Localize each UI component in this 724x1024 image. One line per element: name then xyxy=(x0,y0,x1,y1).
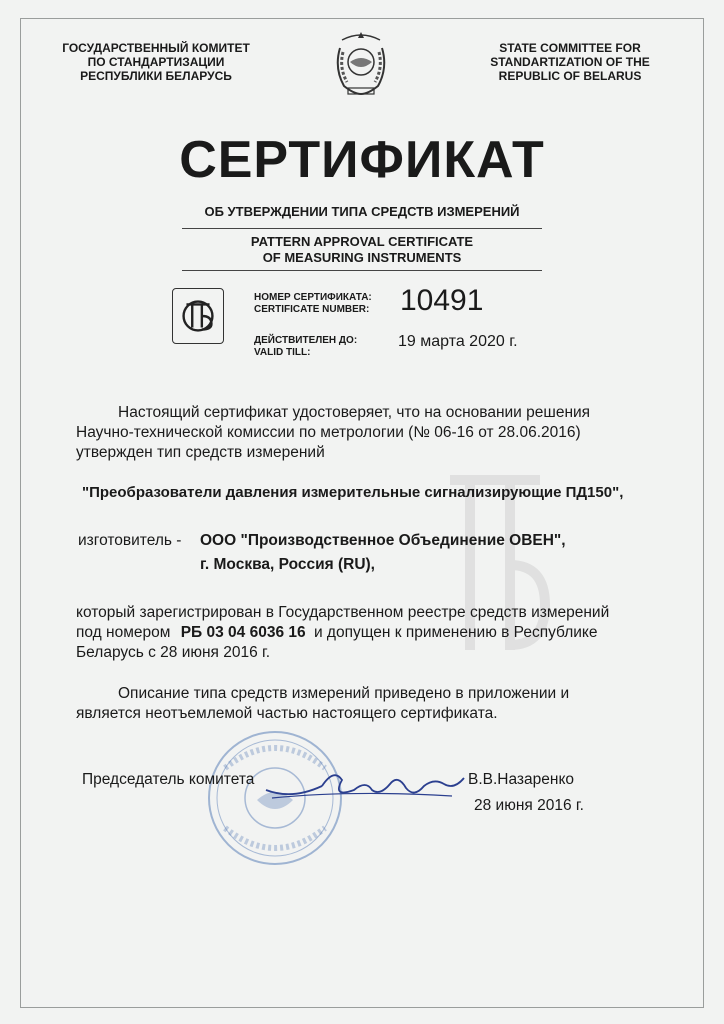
manufacturer-location: г. Москва, Россия (RU), xyxy=(200,556,375,573)
header-en-line: STATE COMMITTEE FOR xyxy=(499,41,641,55)
number-label xyxy=(254,292,372,316)
subtitle-en xyxy=(0,234,724,266)
chairman-name: В.В.Назаренко xyxy=(468,771,575,788)
manufacturer-label: изготовитель - xyxy=(78,532,182,549)
header-en xyxy=(454,41,686,83)
subtitle-ru: ОБ УТВЕРЖДЕНИИ ТИПА СРЕДСТВ ИЗМЕРЕНИЙ xyxy=(204,204,520,219)
header-ru-line: РЕСПУБЛИКИ БЕЛАРУСЬ xyxy=(80,69,232,83)
gosstandart-logo-icon xyxy=(172,288,224,344)
manufacturer-name: ООО "Производственное Объединение ОВЕН", xyxy=(200,532,566,549)
registry-number: РБ 03 04 6036 16 xyxy=(180,624,306,641)
divider xyxy=(182,270,542,271)
certificate-number: 10491 xyxy=(400,284,484,317)
description-line: является неотъемлемой частью настоящего сертификата. xyxy=(76,705,498,722)
header-en-line: REPUBLIC OF BELARUS xyxy=(498,69,642,83)
valid-till-date: 19 марта 2020 г. xyxy=(398,333,518,350)
belarus-coat-of-arms-icon xyxy=(330,28,392,98)
header-ru-line: ПО СТАНДАРТИЗАЦИИ xyxy=(87,55,225,69)
intro-line: Научно-технической комиссии по метрологии (№ 06-16 от 28.06.2016) xyxy=(76,424,581,441)
header-ru xyxy=(40,41,272,83)
description-line: Описание типа средств измерений приведено в приложении и xyxy=(118,685,570,702)
valid-label-en: VALID TILL: xyxy=(254,347,311,358)
valid-label-ru: ДЕЙСТВИТЕЛЕН ДО: xyxy=(254,335,358,346)
number-label-en: CERTIFICATE NUMBER: xyxy=(254,304,370,315)
header-ru-line: ГОСУДАРСТВЕННЫЙ КОМИТЕТ xyxy=(62,41,250,55)
valid-label xyxy=(254,335,357,359)
registry-line xyxy=(76,623,598,643)
certificate-title: СЕРТИФИКАТ xyxy=(179,131,545,189)
sign-date: 28 июня 2016 г. xyxy=(474,797,584,814)
registry-text: под номером xyxy=(76,624,171,641)
number-label-ru: НОМЕР СЕРТИФИКАТА: xyxy=(254,292,372,303)
subtitle-en-line: PATTERN APPROVAL CERTIFICATE xyxy=(250,234,474,249)
registry-line: который зарегистрирован в Государственном реестре средств измерений xyxy=(76,604,610,621)
intro-line: Настоящий сертификат удостоверяет, что на основании решения xyxy=(118,404,591,421)
chairman-title: Председатель комитета xyxy=(82,771,255,788)
chairman-signature xyxy=(262,760,467,808)
intro-line: утвержден тип средств измерений xyxy=(76,444,325,461)
divider xyxy=(182,228,542,229)
header-en-line: STANDARTIZATION OF THE xyxy=(490,55,650,69)
registry-line: Беларусь с 28 июня 2016 г. xyxy=(76,644,271,661)
subtitle-en-line: OF MEASURING INSTRUMENTS xyxy=(262,250,462,265)
registry-text: и допущен к применению в Республике xyxy=(313,624,598,641)
instrument-name: "Преобразователи давления измерительные сигнализирующие ПД150", xyxy=(82,484,624,501)
